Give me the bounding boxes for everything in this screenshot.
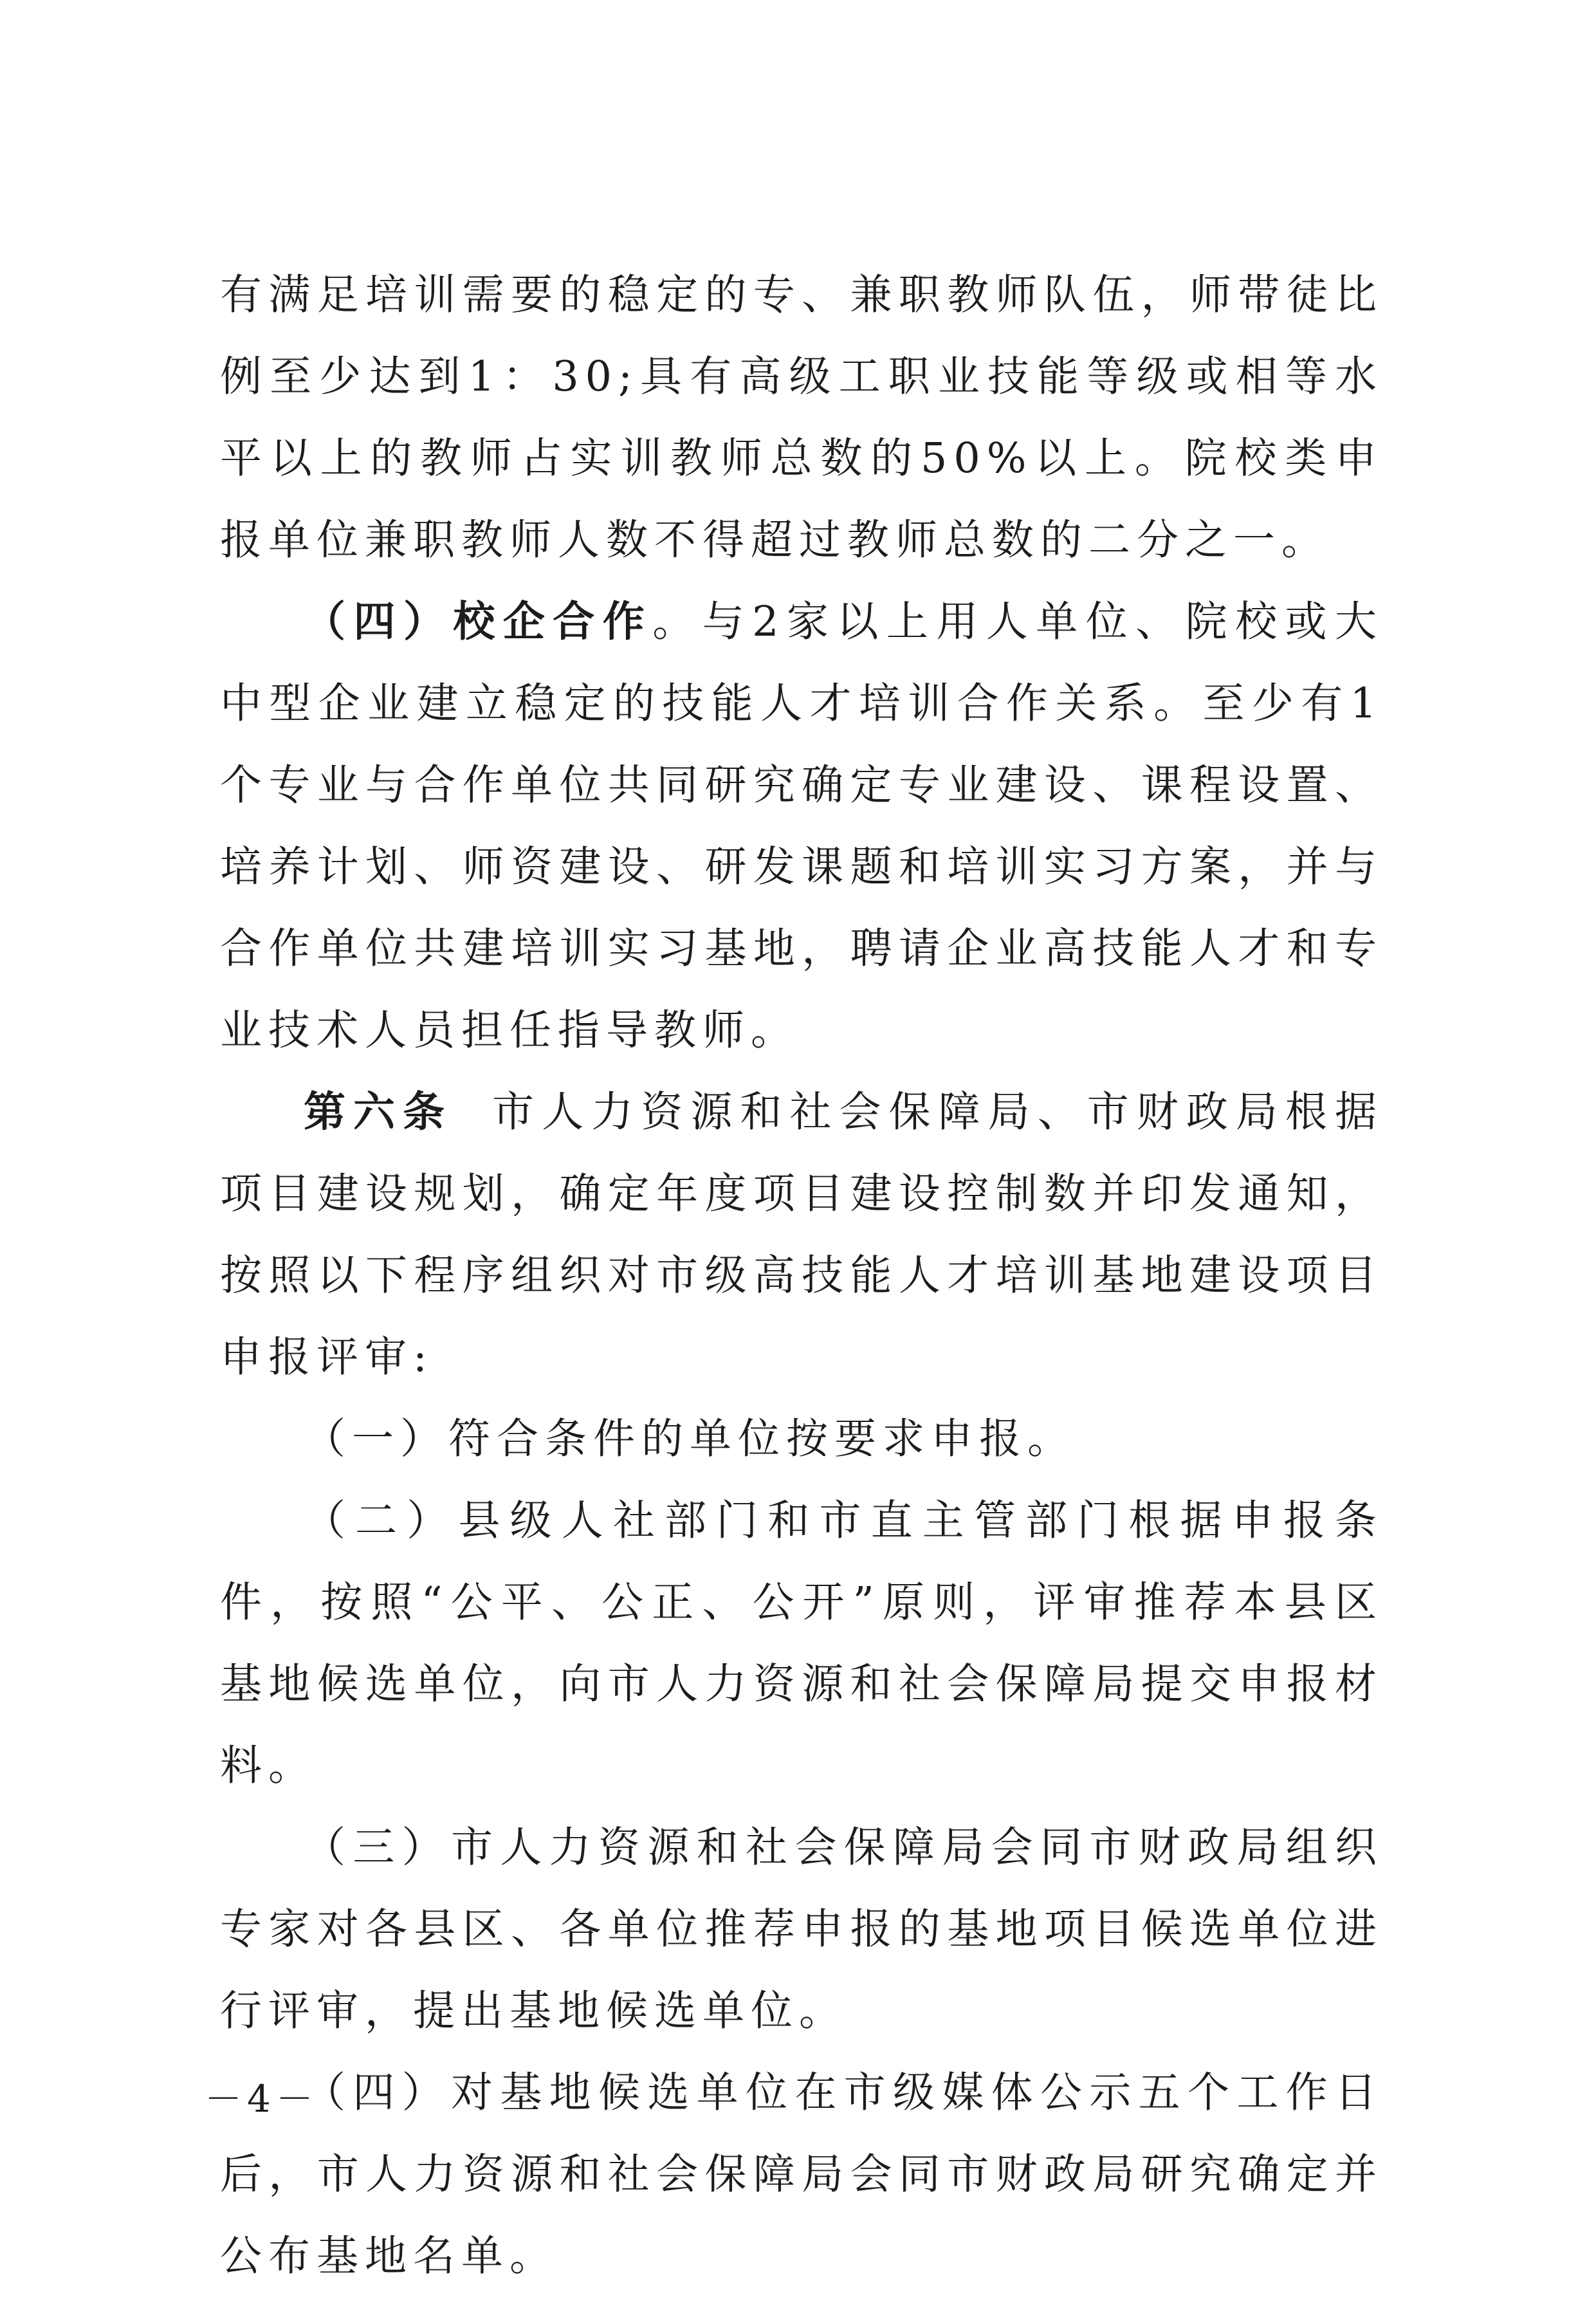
section-heading-school-enterprise: （四）校企合作 — [304, 597, 653, 646]
paragraph-text: 有满足培训需要的稳定的专、兼职教师队伍，师带徒比例至少达到1：30;具有高级工职业技能等级或相等水平以上的教师占实训教师总数的50%以上。院校类申报单位兼职教师人数不得超过教师总数的二分之一。 — [220, 271, 1383, 564]
paragraph-text: （一）符合条件的单位按要求申报。 — [304, 1415, 1076, 1463]
paragraph-text: 。与2家以上用人单位、院校或大中型企业建立稳定的技能人才培训合作关系。至少有1个专业与合作单位共同研究确定专业建设、课程设置、培养计划、师资建设、研发课题和培训实习方案，并与合作单位共建培训实习基地，聘请企业高技能人才和专业技术人员担任指导教师。 — [220, 598, 1383, 1055]
paragraph-procedure-one — [220, 1398, 1383, 1480]
paragraph-school-enterprise-cooperation — [220, 581, 1383, 1071]
paragraph-teacher-requirements — [220, 254, 1383, 581]
paragraph-text: （三）市人力资源和社会保障局会同市财政局组织专家对各县区、各单位推荐申报的基地项目候选单位进行评审，提出基地候选单位。 — [220, 1823, 1383, 2035]
paragraph-procedure-three — [220, 1807, 1383, 2052]
paragraph-text: （四）对基地候选单位在市级媒体公示五个工作日后，市人力资源和社会保障局会同市财政局研究确定并公布基地名单。 — [220, 2069, 1383, 2280]
document-body — [220, 254, 1383, 2297]
paragraph-text: （二）县级人社部门和市直主管部门根据申报条件，按照“公平、公正、公开”原则，评审推荐本县区基地候选单位，向市人力资源和社会保障局提交申报材料。 — [220, 1497, 1383, 1790]
paragraph-article-six — [220, 1071, 1383, 1398]
page-number: －4－ — [205, 2077, 318, 2121]
paragraph-procedure-two — [220, 1480, 1383, 1807]
article-heading-six: 第六条 — [304, 1087, 453, 1136]
paragraph-text: 市人力资源和社会保障局、市财政局根据项目建设规划，确定年度项目建设控制数并印发通知，按照以下程序组织对市级高技能人才培训基地建设项目申报评审: — [220, 1088, 1383, 1381]
paragraph-procedure-four — [220, 2052, 1383, 2297]
